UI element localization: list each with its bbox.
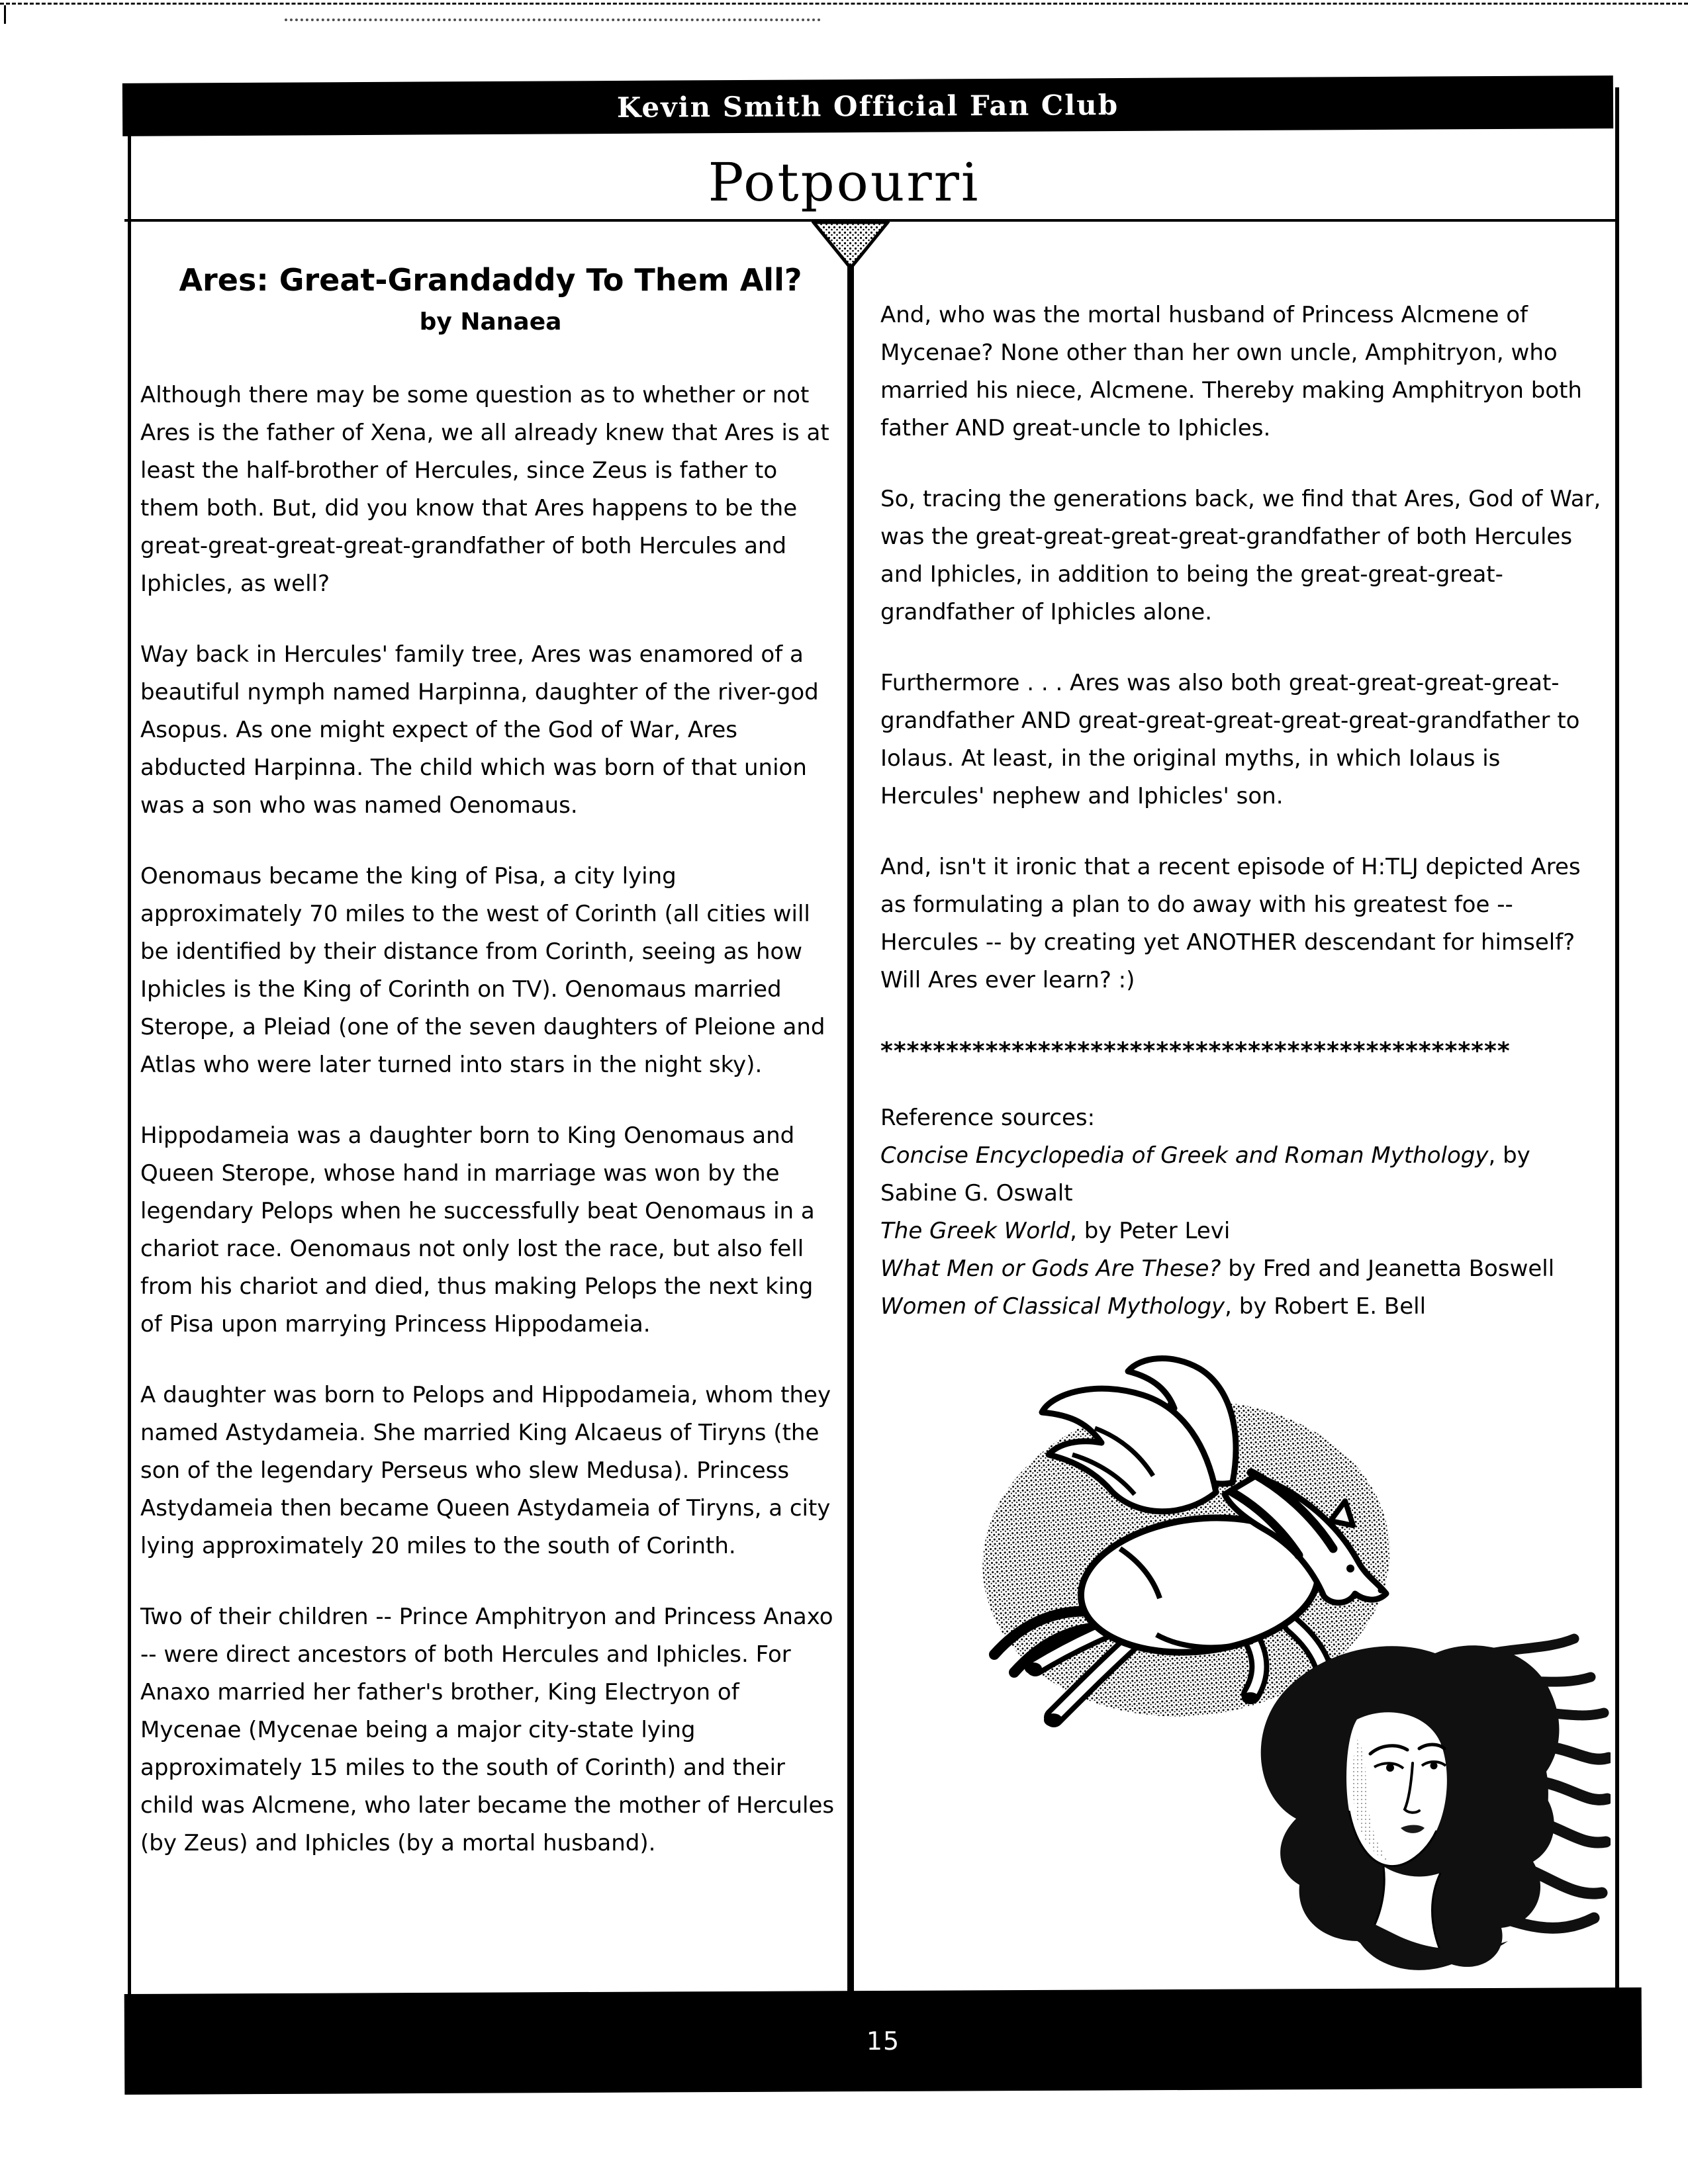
article-heading: Ares: Great-Grandaddy To Them All?	[179, 262, 802, 298]
article-paragraph: Furthermore . . . Ares was also both great-great-great-great-grandfather AND great-great-great-great-great-grandfather to Iolaus. At least, in the original myths, in which Iolaus is Hercules' nephew and Iphicles' son.	[880, 670, 1580, 809]
reference-item: Concise Encyclopedia of Greek and Roman Mythology, by Sabine G. Oswalt	[880, 1142, 1530, 1206]
article-paragraph: So, tracing the generations back, we find that Ares, God of War, was the great-great-great-great-grandfather of both Hercules and Iphicles, in addition to being the great-great-great-grandfather of Iphicles alone.	[880, 486, 1601, 625]
reference-item: The Greek World, by Peter Levi	[880, 1218, 1231, 1244]
article-paragraph: And, who was the mortal husband of Princess Alcmene of Mycenae? None other than her own uncle, Amphitryon, who married his niece, Alcmene. Thereby making Amphitryon both father AND great-uncle to Iphicles.	[880, 302, 1582, 441]
scan-artifact-tick	[4, 5, 6, 24]
article-paragraph: Way back in Hercules' family tree, Ares was enamored of a beautiful nymph named Harpinna, daughter of the river-god Asopus. As one might expect of the God of War, Ares abducted Harpinna. The child which was born of that union was a son who was named Oenomaus.	[140, 641, 819, 819]
footer-bar	[124, 1987, 1642, 2095]
article-paragraph: Although there may be some question as to whether or not Ares is the father of Xena, we all already knew that Ares is at least the half-brother of Hercules, since Zeus is father to them both. But, did you know that Ares happens to be the great-great-great-great-grandfather of both Hercules and Iphicles, as well?	[140, 382, 829, 597]
masthead-banner	[122, 75, 1613, 136]
article-paragraph: Oenomaus became the king of Pisa, a city lying approximately 70 miles to the west of Corinth (all cities will be identified by their distance from Corinth, seeing as how Iphicles is the King of Corinth on TV). Oenomaus married Sterope, a Pleiad (one of the seven daughters of Pleione and Atlas who were later turned into stars in the night sky).	[140, 863, 825, 1078]
left-column	[140, 259, 841, 1895]
right-column	[880, 296, 1603, 1326]
article-byline: by Nanaea	[419, 308, 562, 336]
venus-clipart	[1217, 1607, 1611, 1984]
reference-sources-label: Reference sources:	[880, 1105, 1096, 1131]
fan-club-banner-title: Kevin Smith Official Fan Club	[616, 88, 1119, 124]
article-paragraph: Hippodameia was a daughter born to King Oenomaus and Queen Sterope, whose hand in marriage was won by the legendary Pelops when he successfully beat Oenomaus in a chariot race. Oenomaus not only lost the race, but also fell from his chariot and died, thus making Pelops the next king of Pisa upon marrying Princess Hippodameia.	[140, 1122, 815, 1338]
asterisk-separator: ************************************************	[880, 1038, 1511, 1065]
scan-artifact-dashed-line-2	[285, 19, 821, 21]
reference-item: What Men or Gods Are These? by Fred and Jeanetta Boswell	[880, 1255, 1555, 1282]
reference-item: Women of Classical Mythology, by Robert E. Bell	[880, 1293, 1427, 1320]
article-paragraph: And, isn't it ironic that a recent episode of H:TLJ depicted Ares as formulating a plan to do away with his greatest foe -- Hercules -- by creating yet ANOTHER descendant for himself? Will Ares ever learn? :)	[880, 854, 1581, 993]
article-paragraph: A daughter was born to Pelops and Hippodameia, whom they named Astydameia. She married King Alcaeus of Tiryns (the son of the legendary Perseus who slew Medusa). Princess Astydameia then became Queen Astydameia of Tiryns, a city lying approximately 20 miles to the south of Corinth.	[140, 1382, 831, 1559]
reference-sources	[880, 1099, 1603, 1326]
left-border-rule	[128, 131, 131, 1994]
page-number: 15	[866, 2026, 900, 2056]
column-divider-rule	[847, 265, 854, 1992]
scan-artifact-dashed-line	[0, 3, 1688, 5]
right-border-rule	[1615, 87, 1619, 2012]
article-paragraph: Two of their children -- Prince Amphitryon and Princess Anaxo -- were direct ancestors of both Hercules and Iphicles. For Anaxo married her father's brother, King Electryon of Mycenae (Mycenae being a major city-state lying approximately 15 miles to the south of Corinth) and their child was Alcmene, who later became the mother of Hercules (by Zeus) and Iphicles (by a mortal husband).	[140, 1604, 835, 1856]
page-title: Potpourri	[708, 152, 980, 213]
